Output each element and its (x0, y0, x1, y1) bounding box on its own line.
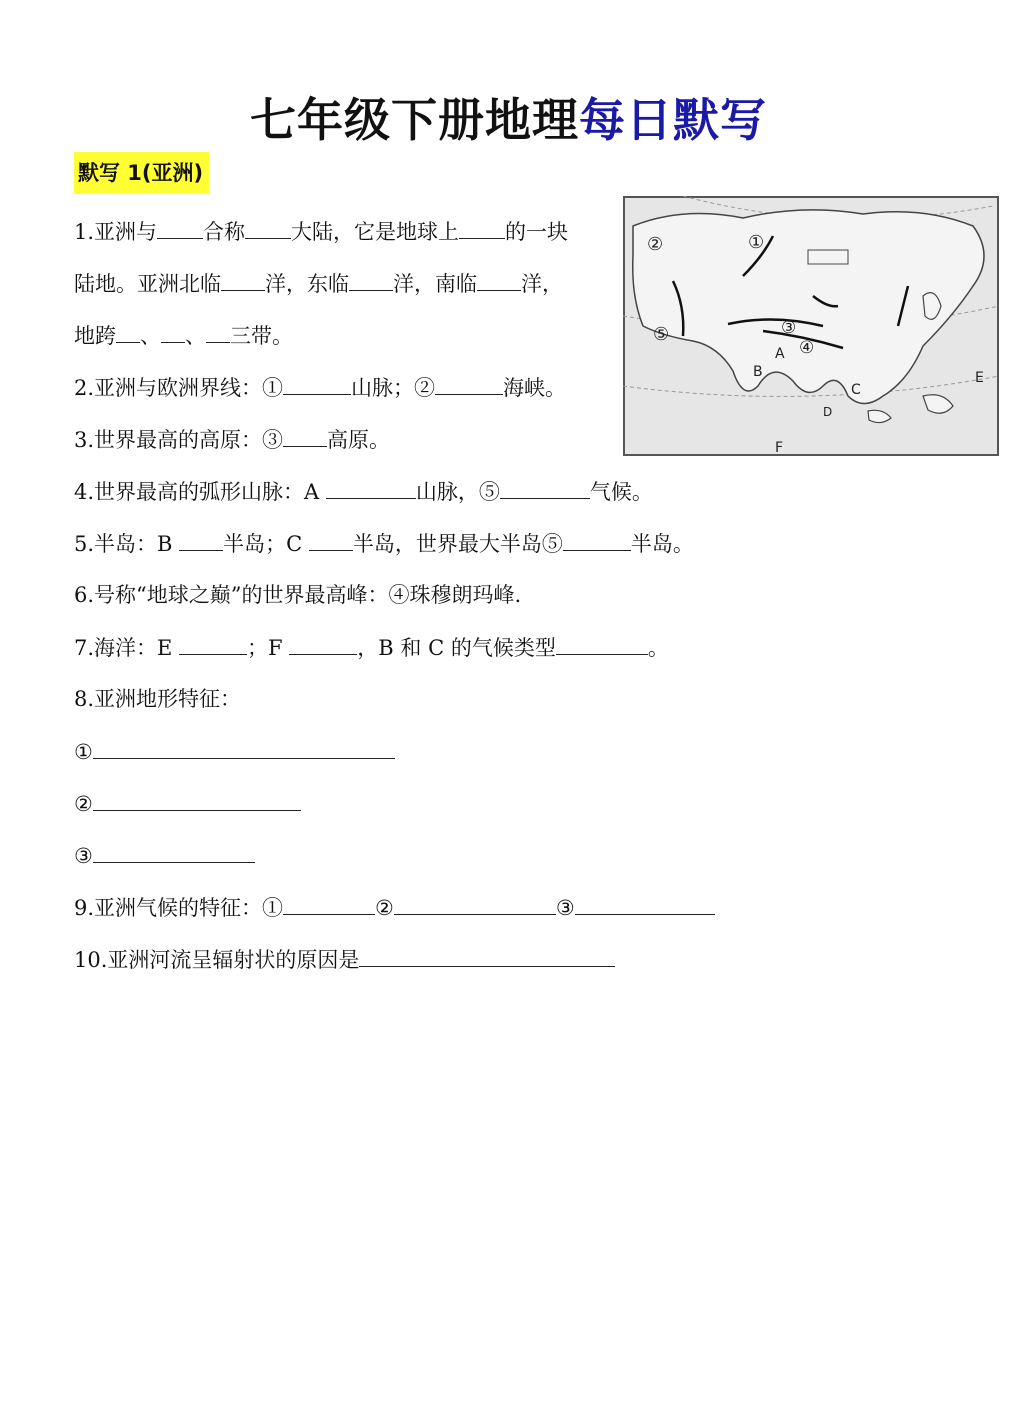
question-8-item-1: ① (74, 736, 395, 767)
question-9: 9.亚洲气候的特征：① ② ③ (74, 892, 715, 923)
title-accent: 每日默写 (579, 93, 767, 147)
map-label-a: A (775, 346, 785, 362)
map-label-1: ① (748, 232, 765, 253)
answer-blank[interactable] (116, 320, 140, 343)
question-3: 3.世界最高的高原：③ 高原。 (74, 424, 390, 455)
question-6: 6.号称“地球之巅”的世界最高峰：④珠穆朗玛峰. (74, 583, 522, 607)
question-8: 8.亚洲地形特征： (74, 687, 242, 711)
answer-blank[interactable] (283, 372, 351, 395)
answer-blank[interactable] (459, 216, 505, 239)
section-heading: 默写 1(亚洲) (74, 152, 209, 194)
answer-blank[interactable] (93, 840, 255, 863)
answer-blank[interactable] (179, 528, 223, 551)
map-label-f: F (775, 440, 784, 456)
answer-blank[interactable] (326, 476, 416, 499)
question-10: 10.亚洲河流呈辐射状的原因是 (74, 944, 615, 975)
answer-blank[interactable] (435, 372, 503, 395)
answer-blank[interactable] (93, 736, 395, 759)
question-1-line-1: 1.亚洲与 合称 大陆，它是地球上 的一块 (74, 216, 568, 247)
answer-blank[interactable] (500, 476, 590, 499)
answer-blank[interactable] (563, 528, 631, 551)
answer-blank[interactable] (394, 892, 556, 915)
answer-blank[interactable] (556, 632, 648, 655)
answer-blank[interactable] (179, 632, 247, 655)
question-8-item-2: ② (74, 788, 301, 819)
answer-blank[interactable] (477, 268, 521, 291)
question-4: 4.世界最高的弧形山脉：A 山脉，⑤ 气候。 (74, 476, 653, 507)
map-label-3: ③ (781, 318, 797, 338)
answer-blank[interactable] (93, 788, 301, 811)
answer-blank[interactable] (349, 268, 393, 291)
map-label-4: ④ (799, 338, 815, 358)
question-5: 5.半岛：B 半岛；C 半岛，世界最大半岛⑤ 半岛。 (74, 528, 694, 559)
question-1-line-2: 陆地。亚洲北临 洋，东临 洋，南临 洋， (74, 268, 563, 299)
question-2: 2.亚洲与欧洲界线：① 山脉；② 海峡。 (74, 372, 566, 403)
answer-blank[interactable] (283, 892, 375, 915)
map-label-e: E (975, 370, 984, 386)
answer-blank[interactable] (157, 216, 203, 239)
map-label-2: ② (647, 234, 664, 255)
answer-blank[interactable] (161, 320, 185, 343)
map-label-c: C (851, 382, 861, 398)
map-label-5: ⑤ (653, 324, 670, 345)
answer-blank[interactable] (245, 216, 291, 239)
answer-blank[interactable] (206, 320, 230, 343)
answer-blank[interactable] (359, 944, 615, 967)
map-label-b: B (753, 364, 763, 380)
answer-blank[interactable] (283, 424, 327, 447)
answer-blank[interactable] (221, 268, 265, 291)
question-8-item-3: ③ (74, 840, 255, 871)
page-title (0, 84, 1017, 150)
answer-blank[interactable] (289, 632, 357, 655)
question-7: 7.海洋：E ；F ，B 和 C 的气候类型 。 (74, 632, 669, 663)
answer-blank[interactable] (309, 528, 353, 551)
asia-map (623, 196, 999, 456)
answer-blank[interactable] (575, 892, 715, 915)
map-label-d: D (823, 405, 833, 419)
title-main: 七年级下册地理 (250, 93, 579, 147)
question-1-line-3: 地跨 、 、 三带。 (74, 320, 293, 351)
